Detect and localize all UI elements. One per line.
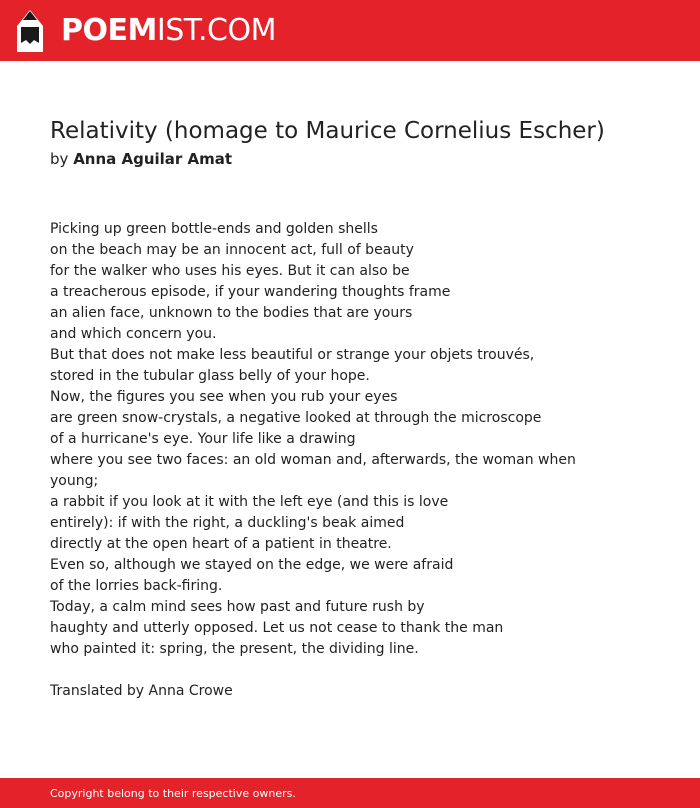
poem-line: young;	[50, 473, 99, 489]
poem-line: entirely): if with the right, a duckling's beak aimed	[50, 515, 405, 531]
poem-line: on the beach may be an innocent act, full of beauty	[50, 242, 414, 258]
logo-text-light: IST.COM	[156, 13, 276, 48]
poem-line: an alien face, unknown to the bodies that are yours	[50, 305, 413, 321]
poem-line: are green snow-crystals, a negative looked at through the microscope	[50, 410, 542, 426]
translator-credit: Translated by Anna Crowe	[50, 683, 233, 699]
site-footer	[0, 778, 700, 808]
poem-line: stored in the tubular glass belly of your hope.	[50, 368, 370, 384]
poem-line: Now, the figures you see when you rub your eyes	[50, 389, 398, 405]
copyright-notice: Copyright belong to their respective owners.	[50, 787, 296, 800]
poem-line: of a hurricane's eye. Your life like a drawing	[50, 431, 356, 447]
poem-line: a rabbit if you look at it with the left eye (and this is love	[50, 494, 449, 510]
author-name[interactable]: Anna Aguilar Amat	[73, 150, 233, 168]
poem-line: a treacherous episode, if your wandering thoughts frame	[50, 284, 451, 300]
poem-line: and which concern you.	[50, 326, 217, 342]
poem-body	[50, 219, 650, 660]
site-header	[0, 0, 700, 61]
poem-line: haughty and utterly opposed. Let us not cease to thank the man	[50, 620, 504, 636]
pencil-icon[interactable]	[17, 10, 43, 52]
logo-text-bold: POEM	[61, 13, 157, 48]
poem-line: Today, a calm mind sees how past and future rush by	[50, 599, 425, 615]
poem-line: Even so, although we stayed on the edge, we were afraid	[50, 557, 454, 573]
poem-line: But that does not make less beautiful or strange your objets trouvés,	[50, 347, 535, 363]
site-logo[interactable]	[61, 13, 276, 49]
poem-title: Relativity (homage to Maurice Cornelius Escher)	[50, 118, 605, 144]
poem-line: for the walker who uses his eyes. But it can also be	[50, 263, 410, 279]
poem-line: directly at the open heart of a patient in theatre.	[50, 536, 392, 552]
byline	[50, 148, 232, 170]
poem-line: Picking up green bottle-ends and golden shells	[50, 221, 378, 237]
by-label: by	[50, 150, 69, 168]
poem-line: of the lorries back-firing.	[50, 578, 223, 594]
poem-line: who painted it: spring, the present, the dividing line.	[50, 641, 419, 657]
poem-line: where you see two faces: an old woman and, afterwards, the woman when	[50, 452, 576, 468]
